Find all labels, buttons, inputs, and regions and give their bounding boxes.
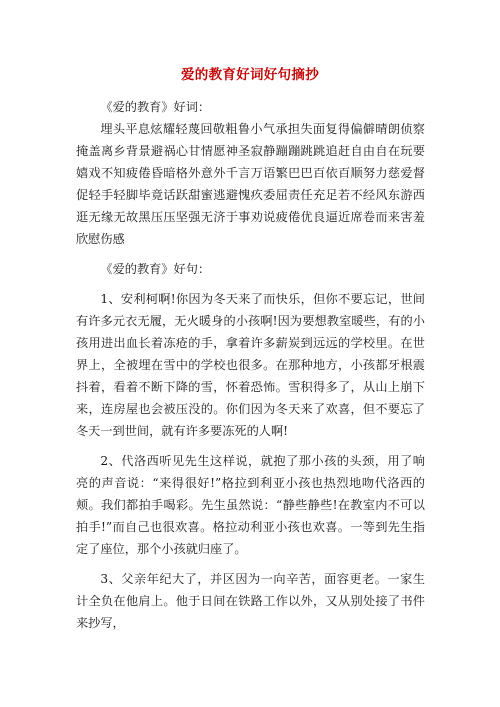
paragraph-gap bbox=[76, 250, 425, 258]
document-title: 爱的教育好词好句摘抄 bbox=[181, 67, 319, 83]
sentence-paragraph-2: 2、代洛西听见先生这样说，就抱了那小孩的头颈，用了响亮的声音说：“来得很好!”格拉到利亚小孩也热烈地吻代洛西的颊。我们都拍手喝彩。先生虽然说：“静些静些!在教室内不可以拍手!”而自己也很欢喜。格拉动利亚小孩也欢喜。一等到先生指定了座位，那个小孩就归座了。 bbox=[76, 454, 425, 556]
section-heading-words: 《爱的教育》好词： bbox=[100, 100, 211, 114]
word-list-paragraph: 埋头平息炫耀轻蔑回敬粗鲁小气承担失面复得偏僻晴朗侦察掩盖离乡背景避祸心甘情愿神圣寂静蹦蹦跳跳追赶自由自在玩要嬉戏不知疲倦昏暗格外意外千言万语繁巴巴百依百顺努力慈爱督促轻手轻脚毕竟话跃甜蜜逃避愧疚委屈责任充足若不经风东游西逛无缘无故黑压压坚强无济于事劝说疲倦优良逼近席卷而来害羞欣慰伤感 bbox=[76, 122, 425, 246]
paragraph-gap bbox=[76, 280, 425, 288]
sentence-paragraph-3: 3、父亲年纪大了，并区因为一向辛苦，面容更老。一家生计全负在他肩上。他于日间在铁路工作以外，又从别处接了书件来抄写， bbox=[76, 572, 425, 630]
document-body bbox=[76, 96, 425, 634]
paragraph-gap bbox=[76, 560, 425, 568]
paragraph-gap bbox=[76, 442, 425, 450]
section-heading-sentences: 《爱的教育》好句： bbox=[100, 262, 211, 276]
sentence-paragraph-1: 1、安利柯啊!你因为冬天来了而快乐，但你不要忘记，世间有许多元衣无履，无火暖身的小孩啊!因为要想教室暖些，有的小孩用进出血长着冻疮的手，拿着许多薪炭到远远的学校里。在世界上，全被埋在雪中的学校也很多。在那种地方，小孩都牙根震抖着，看着不断下降的雪，怀着恐怖。雪积得多了，从山上崩下来，连房屋也会被压没的。你们因为冬天来了欢喜，但不要忘了冬天一到世间，就有许多要冻死的人啊! bbox=[76, 292, 425, 438]
